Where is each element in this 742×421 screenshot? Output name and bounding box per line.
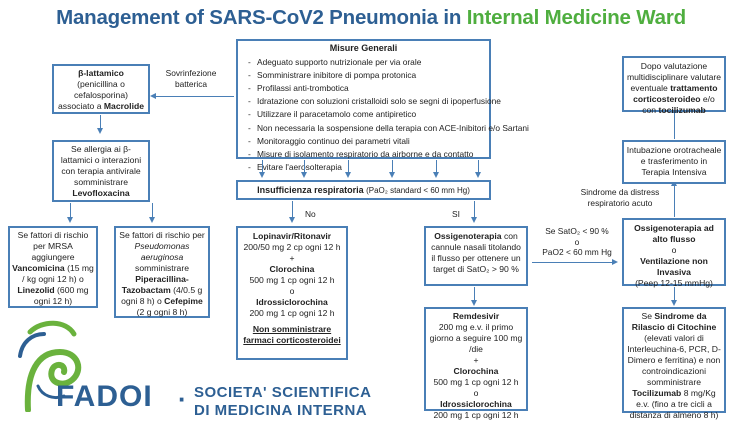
misure-item: - Misure di isolamento respiratorio da airborne e da contatto [248, 148, 487, 161]
citochine-text: (elevati valori di Interleuchina-6, PCR, D-Dimero e ferritina) e non controindicazioni somministrare [627, 333, 721, 387]
arrow-no [292, 201, 293, 217]
sato2-threshold: Se SatO₂ < 90 % [545, 226, 609, 236]
page-title [0, 6, 742, 30]
tocilizumab-label: tocilizumab [658, 105, 706, 115]
pseudomonas-name: Pseudomonas aeruginosa [134, 241, 190, 262]
ossigenoterapia-title: Ossigenoterapia [434, 231, 502, 241]
misure-item: - Profilassi anti-trombotica [248, 82, 487, 95]
citochine-title: Sindrome da Rilascio di Citochine [631, 311, 717, 332]
sovrinfezione-label: Sovrinfezione batterica [165, 68, 217, 89]
arrow-beta-to-allergia [100, 115, 101, 128]
misure-item: - Idratazione con soluzioni cristalloidi solo se segni di ipoperfusione [248, 95, 487, 108]
misure-item: - Somministrare inibitore di pompa protonica [248, 69, 487, 82]
corticosteroideo-label: trattamento corticosteroideo [633, 83, 718, 104]
fadoi-logo-line2: DI MEDICINA INTERNA [194, 402, 368, 419]
misure-item: - Evitare l'aerosolterapia [248, 161, 487, 174]
pseudomonas-text: somministrare [135, 263, 189, 273]
fadoi-logo-line1: SOCIETA' SCIENTIFICA [194, 384, 372, 401]
betalattamico-line: associato a [58, 101, 104, 111]
arrow-misure-down [392, 160, 393, 172]
arrow-misure-down [436, 160, 437, 172]
valutazione-text: Dopo valutazione multidisciplinare valutare eventuale [626, 61, 722, 93]
betalattamico-box [52, 64, 150, 114]
ossigenoterapia-text: con cannule nasali titolando il flusso per ottenere un target di SatO₂ > 90 % [431, 231, 521, 274]
no-corticosteroidi-label: Non somministrare farmaci corticosteroidei [243, 324, 341, 345]
plus-sign: + [289, 253, 295, 263]
arrow-misure-down [348, 160, 349, 172]
misure-item: - Adeguato supporto nutrizionale per via orale [248, 56, 487, 69]
mrsa-text: Se fattori di rischio per MRSA aggiungere [17, 230, 89, 262]
clorochina-label: Clorochina [453, 366, 499, 376]
arrow-to-high-flow [532, 262, 612, 263]
intubazione-box [622, 140, 726, 184]
or-label: o [473, 388, 479, 398]
mrsa-box [8, 226, 98, 308]
high-flow-box [622, 218, 726, 286]
idrossiclorochina-label: Idrossiclorochina [256, 297, 328, 307]
or-label: o [289, 286, 295, 296]
idrossiclorochina-label: Idrossiclorochina [440, 399, 512, 409]
plus-sign: + [473, 355, 479, 365]
arrow-allergia-to-mrsa [70, 203, 71, 217]
arrow-to-intubazione [674, 186, 675, 217]
lopinavir-box [236, 226, 348, 360]
or-label: o [574, 236, 580, 247]
insufficienza-box [236, 180, 491, 200]
pao2-threshold: PaO2 < 60 mm Hg [542, 247, 612, 257]
betalattamico-line: cefalosporina) [74, 90, 128, 100]
fadoi-logo-dot: · [178, 384, 187, 414]
arrow-to-citochine [674, 287, 675, 300]
pseudomonas-dose: (2 g ogni 8 h) [136, 307, 188, 317]
misure-item: - Non necessaria la sospensione della terapia con ACE-Inibitori e/o Sartani [248, 122, 487, 135]
insufficienza-title: Insufficienza respiratoria [257, 185, 364, 195]
title-main: Management of SARS-CoV2 Pneumonia in [56, 6, 467, 29]
valutazione-text: e/o con [642, 94, 715, 115]
misure-generali-list [240, 56, 529, 175]
clorochina-dose: 500 mg 1 cp ogni 12 h [433, 377, 519, 387]
distress-label: Sindrome da distress respiratorio acuto [580, 187, 660, 208]
allergia-box [52, 140, 150, 202]
betalattamico-line: (penicillina o [77, 79, 125, 89]
ossigenoterapia-box [424, 226, 528, 286]
betalattamico-title: β-lattamico [78, 68, 124, 78]
lopinavir-dose: 200/50 mg 2 cp ogni 12 h [243, 242, 341, 252]
or-label: o [671, 245, 677, 255]
arrow-misure-down [262, 160, 263, 172]
misure-item: - Utilizzare il paracetamolo come antipiretico [248, 108, 487, 121]
sovrinfezione-arrow [156, 96, 234, 97]
idrossiclorochina-dose: 200 mg 1 cp ogni 12 h [249, 308, 335, 318]
lopinavir-title: Lopinavir/Ritonavir [252, 231, 332, 241]
cefepime-label: Cefepime [164, 296, 203, 306]
misure-item: - Monitoraggio continuo dei parametri vitali [248, 135, 487, 148]
citochine-text: Se [641, 311, 653, 321]
vancomicina-label: Vancomicina [12, 263, 65, 273]
misure-generali-box [236, 39, 529, 173]
remdesivir-box [424, 307, 528, 420]
arrow-si [474, 201, 475, 217]
misure-generali-title: Misure Generali [329, 43, 398, 53]
arrow-allergia-to-pseudomonas [152, 203, 153, 217]
citochine-box [622, 307, 726, 420]
remdesivir-dose: 200 mg e.v. il primo giorno a seguire 100 mg /die [429, 322, 523, 354]
clorochina-label: Clorochina [269, 264, 315, 274]
tocilizumab-label: Tocilizumab [632, 388, 682, 398]
arrow-misure-down [304, 160, 305, 172]
peep-label: (Peep 12-15 mmHg) [635, 278, 713, 288]
clorochina-dose: 500 mg 1 cp ogni 12 h [249, 275, 335, 285]
niv-label: Ventilazione non Invasiva [640, 256, 708, 277]
arrow-ossigeno-to-remdesivir [474, 287, 475, 300]
pseudomonas-box [114, 226, 210, 318]
mrsa-dose: (15 mg / kg ogni 12 h) o [22, 263, 94, 284]
levofloxacina-label: Levofloxacina [72, 188, 130, 198]
macrolide-label: Macrolide [103, 101, 144, 111]
no-label: No [305, 209, 316, 219]
si-label: SI [452, 209, 460, 219]
mrsa-dose: (600 mg ogni 12 h) [33, 285, 89, 306]
arrow-misure-down [478, 160, 479, 172]
insufficienza-criteria: (PaO₂ standard < 60 mm Hg) [366, 186, 470, 195]
tocilizumab-dose: 8 mg/Kg e.v. (fino a tre cicli a distanza di almeno 8 h) [629, 388, 719, 420]
title-highlight: Internal Medicine Ward [466, 6, 686, 29]
pseudomonas-dose: (4/0.5 g ogni 8 h) o [121, 285, 203, 306]
idrossiclorochina-dose: 200 mg 1 cp ogni 12 h [433, 410, 519, 420]
allergia-text: Se allergia ai β-lattamici o interazioni con terapia antivirale somministrare [60, 144, 142, 187]
remdesivir-title: Remdesivir [452, 311, 500, 321]
intubazione-text: Intubazione orotracheale e trasferimento in Terapia Intensiva [626, 145, 722, 177]
piperacillina-label: Piperacillina-Tazobactam [121, 274, 189, 295]
linezolid-label: Linezolid [17, 285, 55, 295]
sato2-condition-label [536, 226, 618, 258]
arrow-to-valutazione [674, 113, 675, 139]
valutazione-box [622, 56, 726, 115]
pseudomonas-text: Se fattori di rischio per [119, 230, 205, 240]
fadoi-logo-name: FADOI [56, 380, 153, 413]
high-flow-title: Ossigenoterapia ad alto flusso [634, 223, 714, 244]
